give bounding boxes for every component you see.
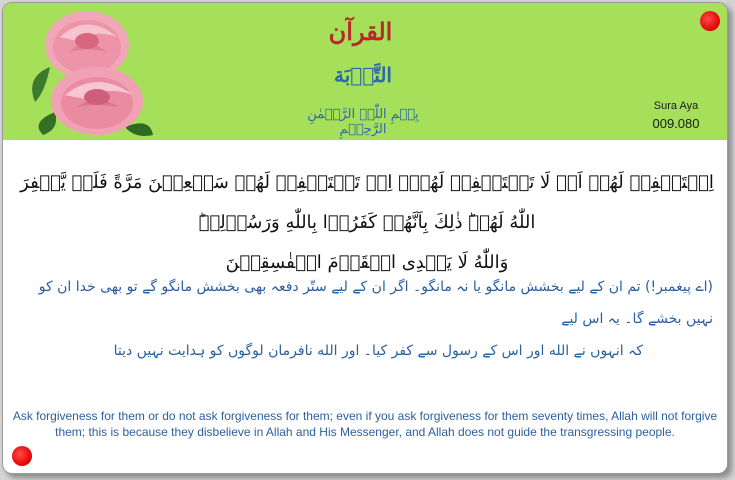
surah-name: التَّوۡبَة: [334, 63, 392, 87]
arabic-verse: [17, 163, 717, 283]
header-banner: [3, 3, 727, 140]
english-translation: Ask forgiveness for them or do not ask forgiveness for them; even if you ask forgiveness for them seventy times, Allah will not forgive them; this is because they disbelieve in Allah and His Messenger, and Allah does not guide the transgressing people.: [12, 409, 718, 439]
quran-title: القرآن: [328, 17, 393, 46]
red-dot-icon: [700, 11, 720, 31]
red-dot-icon: [12, 446, 32, 466]
urdu-translation: [23, 271, 713, 367]
sura-aya-value: 009.080: [652, 116, 700, 131]
arabic-verse-line-2: وَاللّٰهُ لَا يَهۡدِى الۡقَوۡمَ الۡفٰسِقِيۡنَ: [225, 252, 509, 273]
urdu-translation-line-2: کہ انہوں نے الله اور اس کے رسول سے کفر کیا۔ اور الله نافرمان لوگوں کو ہدایت نہیں دیتا: [113, 343, 643, 359]
urdu-translation-line-1: (اے پیغمبر!) تم ان کے لیے بخشش مانگو یا نہ مانگو۔ اگر ان کے لیے ستّر دفعہ بھی بخشش مانگو گے تو بھی خدا ان کو نہیں بخشے گا۔ یہ اس لیے: [38, 279, 713, 327]
bismillah-text: بِسۡمِ اللّٰہِ الرَّحۡمٰنِ الرَّحِیۡمِ: [307, 107, 419, 137]
sura-aya-label: Sura Aya: [653, 100, 699, 112]
verse-card: [2, 2, 728, 474]
pink-roses-image: [25, 7, 155, 139]
arabic-verse-line-1: اِسۡتَغۡفِرۡ لَهُمۡ اَوۡ لَا تَسۡتَغۡفِرۡ لَهُمۡؕ اِنۡ تَسۡتَغۡفِرۡ لَهُمۡ سَبۡعِيۡنَ مَرَّةً فَلَنۡ يَّغۡفِرَ اللّٰهُ لَهُمۡ​ؕ ذٰلِكَ بِاَنَّهُمۡ كَفَرُوۡا بِاللّٰهِ وَرَسُوۡلِهٖ​ؕ: [20, 172, 714, 233]
